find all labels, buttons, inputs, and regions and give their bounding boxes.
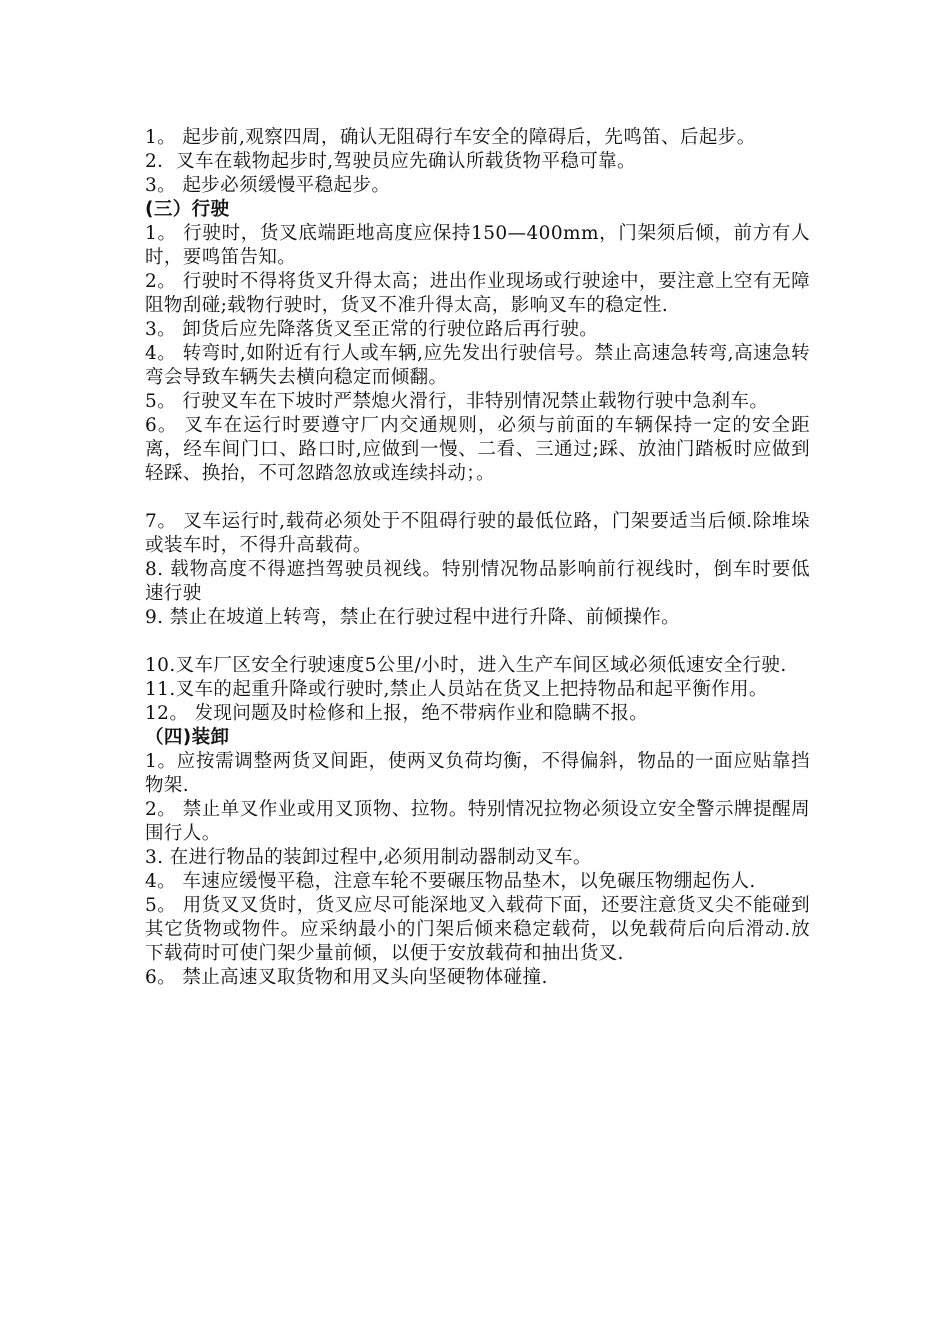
- driving-item-10: 10.叉车厂区安全行驶速度5公里/小时，进入生产车间区域必须低速安全行驶.: [145, 655, 787, 676]
- section-heading-driving: (三）行驶: [145, 199, 230, 220]
- driving-item-7: 7。 叉车运行时,载荷必须处于不阻碍行驶的最低位路，门架要适当后倾.除堆垛或装车时，不得升高载荷。: [145, 511, 810, 556]
- loading-item-2: 2。 禁止单叉作业或用叉顶物、拉物。特别情况拉物必须设立安全警示牌提醒周围行人。: [145, 799, 810, 844]
- start-item-2: 2．叉车在载物起步时,驾驶员应先确认所载货物平稳可靠。: [145, 151, 636, 172]
- driving-item-4: 4。 转弯时,如附近有行人或车辆,应先发出行驶信号。禁止高速急转弯,高速急转弯会导致车辆失去横向稳定而倾翻。: [145, 343, 810, 388]
- driving-item-8: 8. 载物高度不得遮挡驾驶员视线。特别情况物品影响前行视线时，倒车时要低速行驶: [145, 559, 810, 604]
- loading-item-3: 3. 在进行物品的装卸过程中,必须用制动器制动叉车。: [145, 847, 592, 868]
- driving-item-6: 6。 叉车在运行时要遵守厂内交通规则，必须与前面的车辆保持一定的安全距离，经车间门口、路口时,应做到一慢、二看、三通过;踩、放油门踏板时应做到轻踩、换抬，不可忽踏忽放或连续抖动；。: [145, 415, 810, 484]
- section-heading-loading: （四)装卸: [145, 727, 230, 748]
- driving-item-1: 1。 行驶时，货叉底端距地高度应保持150—400mm，门架须后倾，前方有人时，要鸣笛告知。: [145, 223, 810, 268]
- start-item-1: 1。 起步前,观察四周，确认无阻碍行车安全的障碍后，先鸣笛、后起步。: [145, 127, 756, 148]
- loading-item-4: 4。 车速应缓慢平稳，注意车轮不要碾压物品垫木，以免碾压物绷起伤人.: [145, 871, 756, 892]
- loading-item-5: 5。 用货叉叉货时，货叉应尽可能深地叉入载荷下面，还要注意货叉尖不能碰到其它货物或物件。应采纳最小的门架后倾来稳定载荷，以免载荷后向后滑动.放下载荷时可使门架少量前倾，以便于安放载荷和抽出货叉.: [145, 895, 810, 964]
- start-item-3: 3。 起步必须缓慢平稳起步。: [145, 175, 391, 196]
- blank-line: [145, 486, 810, 510]
- document-page: [145, 126, 810, 990]
- driving-item-2: 2。 行驶时不得将货叉升得太高；进出作业现场或行驶途中，要注意上空有无障阻物刮碰;载物行驶时，货叉不准升得太高，影响叉车的稳定性.: [145, 271, 810, 316]
- loading-item-6: 6。 禁止高速叉取货物和用叉头向坚硬物体碰撞.: [145, 967, 548, 988]
- driving-item-9: 9. 禁止在坡道上转弯，禁止在行驶过程中进行升降、前倾操作。: [145, 607, 681, 628]
- loading-item-1: 1。应按需调整两货叉间距，使两叉负荷均衡，不得偏斜，物品的一面应贴靠挡物架.: [145, 751, 810, 796]
- driving-item-3: 3。 卸货后应先降落货叉至正常的行驶位路后再行驶。: [145, 319, 599, 340]
- driving-item-12: 12。 发现问题及时检修和上报，绝不带病作业和隐瞒不报。: [145, 703, 649, 724]
- driving-item-11: 11.叉车的起重升降或行驶时,禁止人员站在货叉上把持物品和起平衡作用。: [145, 679, 768, 700]
- blank-line: [145, 630, 810, 654]
- driving-item-5: 5。 行驶叉车在下坡时严禁熄火滑行，非特别情况禁止载物行驶中急刹车。: [145, 391, 769, 412]
